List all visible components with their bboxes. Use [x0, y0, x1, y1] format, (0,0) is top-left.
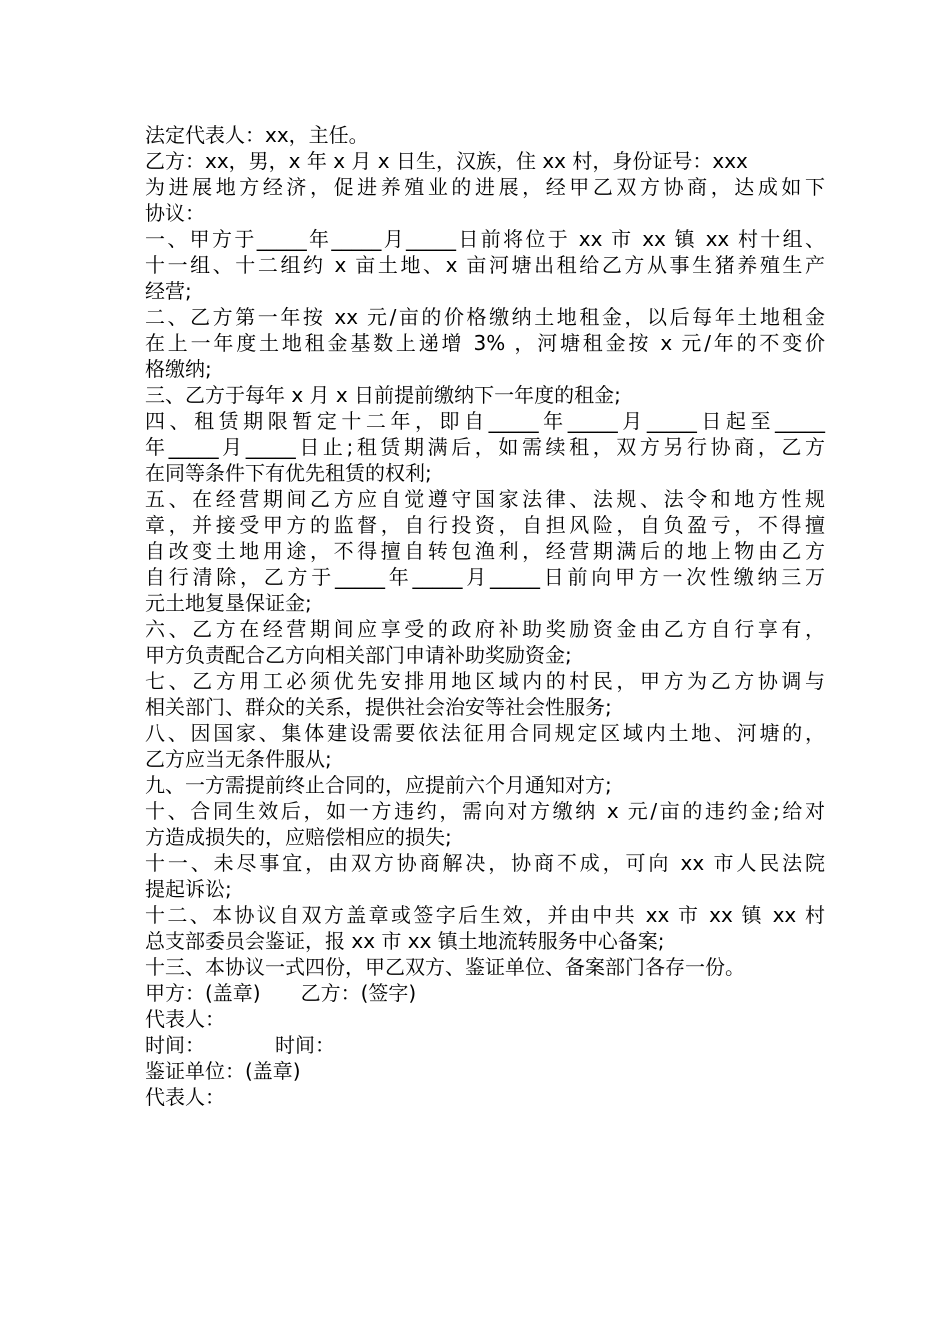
clause-5-line-2: 章，并接受甲方的监督，自行投资，自担风险，自负盈亏，不得擅 [145, 513, 825, 537]
clause-8-line-2: 乙方应当无条件服从; [145, 747, 332, 771]
clause-11-line-1: 十一、未尽事宜，由双方协商解决，协商不成，可向 xx 市人民法院 [145, 851, 825, 875]
clause-13-line-1: 十三、本协议一式四份，甲乙双方、鉴证单位、备案部门各存一份。 [145, 955, 745, 979]
clause-7-line-1: 七、乙方用工必须优先安排用地区域内的村民，甲方为乙方协调与 [145, 669, 825, 693]
clause-5-line-3: 自改变土地用途，不得擅自转包渔利，经营期满后的地上物由乙方 [145, 539, 825, 563]
representative-line-2: 代表人： [145, 1085, 225, 1109]
preamble-line-1: 为进展地方经济，促进养殖业的进展，经甲乙双方协商，达成如下 [145, 175, 825, 199]
clause-10-line-2: 方造成损失的，应赔偿相应的损失; [145, 825, 452, 849]
clause-8-line-1: 八、因国家、集体建设需要依法征用合同规定区域内土地、河塘的， [145, 721, 825, 745]
clause-3-line-1: 三、乙方于每年 x 月 x 日前提前缴纳下一年度的租金; [145, 383, 621, 407]
clause-1-line-3: 经营; [145, 279, 192, 303]
clause-6-line-1: 六、乙方在经营期间应享受的政府补助奖励资金由乙方自行享有， [145, 617, 825, 641]
clause-2-line-3: 格缴纳; [145, 357, 212, 381]
clause-2-line-1: 二、乙方第一年按 xx 元/亩的价格缴纳土地租金，以后每年土地租金 [145, 305, 825, 329]
party-b-info-line: 乙方：xx，男，x 年 x 月 x 日生，汉族，住 xx 村，身份证号：xxx [145, 149, 748, 173]
clause-6-line-2: 甲方负责配合乙方向相关部门申请补助奖励资金; [145, 643, 572, 667]
preamble-line-2: 协议： [145, 201, 205, 225]
clause-7-line-2: 相关部门、群众的关系，提供社会治安等社会性服务; [145, 695, 612, 719]
legal-representative-line: 法定代表人：xx，主任。 [145, 123, 369, 147]
clause-5-line-4: 自行清除，乙方于_____年_____月_____日前向甲方一次性缴纳三万 [145, 565, 825, 589]
clause-12-line-2: 总支部委员会鉴证，报 xx 市 xx 镇土地流转服务中心备案; [145, 929, 665, 953]
witness-unit-line: 鉴证单位：(盖章) [145, 1059, 301, 1083]
clause-4-line-1: 四、租赁期限暂定十二年，即自_____年_____月_____日起至_____ [145, 409, 825, 433]
clause-12-line-1: 十二、本协议自双方盖章或签字后生效，并由中共 xx 市 xx 镇 xx 村 [145, 903, 825, 927]
clause-9-line-1: 九、一方需提前终止合同的，应提前六个月通知对方; [145, 773, 612, 797]
clause-5-line-5: 元土地复垦保证金; [145, 591, 312, 615]
clause-1-line-1: 一、甲方于_____年_____月_____日前将位于 xx 市 xx 镇 xx 村十组、 [145, 227, 825, 251]
clause-11-line-2: 提起诉讼; [145, 877, 232, 901]
clause-1-line-2: 十一组、十二组约 x 亩土地、x 亩河塘出租给乙方从事生猪养殖生产 [145, 253, 825, 277]
clause-4-line-2: 年_____月_____日止;租赁期满后，如需续租，双方另行协商，乙方 [145, 435, 825, 459]
representative-line-1: 代表人： [145, 1007, 225, 1031]
clause-10-line-1: 十、合同生效后，如一方违约，需向对方缴纳 x 元/亩的违约金;给对 [145, 799, 825, 823]
contract-body [145, 122, 825, 1110]
clause-5-line-1: 五、在经营期间乙方应自觉遵守国家法律、法规、法令和地方性规 [145, 487, 825, 511]
time-line: 时间： 时间： [145, 1033, 335, 1057]
clause-4-line-3: 在同等条件下有优先租赁的权利; [145, 461, 432, 485]
clause-2-line-2: 在上一年度土地租金基数上递增 3% ，河塘租金按 x 元/年的不变价 [145, 331, 825, 355]
signature-parties-line: 甲方：(盖章) 乙方：(签字) [145, 981, 417, 1005]
